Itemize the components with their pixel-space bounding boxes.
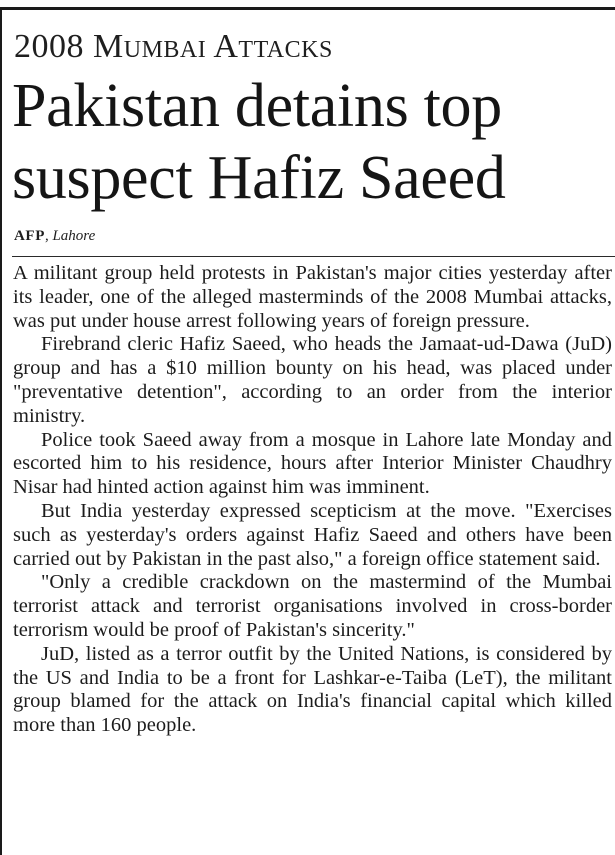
paragraph: "Only a credible crackdown on the mastermind of the Mumbai terrorist attack and terrorist organisations involved in cross-border terrorism would be proof of Pakistan's sincerity." (13, 571, 612, 641)
byline-separator: , (44, 228, 49, 244)
paragraph: Police took Saeed away from a mosque in Lahore late Monday and escorted him to his residence, hours after Interior Minister Chaudhry Nisar had hinted action against him was imminent. (13, 428, 612, 499)
byline-agency: AFP (14, 228, 45, 244)
left-border-rule (0, 7, 2, 855)
byline-place: Lahore (52, 228, 96, 244)
byline (14, 227, 95, 245)
paragraph: A militant group held protests in Pakistan's major cities yesterday after its leader, one of the alleged masterminds of the 2008 Mumbai attacks, was put under house arrest following years of foreign pressure. (13, 262, 612, 332)
byline-divider (12, 256, 615, 257)
paragraph: Firebrand cleric Hafiz Saeed, who heads the Jamaat-ud-Dawa (JuD) group and has a $10 million bounty on his head, was placed under "preventative detention", according to an order from the interior ministry. (13, 333, 612, 427)
headline: Pakistan detains top suspect Hafiz Saeed (12, 72, 506, 212)
section-kicker: 2008 Mumbai Attacks (14, 28, 333, 65)
paragraph: JuD, listed as a terror outfit by the United Nations, is considered by the US and India to be a front for Lashkar-e-Taiba (LeT), the militant group blamed for the attack on India's financial capital which killed more than 160 people. (13, 642, 612, 737)
paragraph: But India yesterday expressed scepticism at the move. "Exercises such as yesterday's orders against Hafiz Saeed and others have been carried out by Pakistan in the past also," a foreign office statement said. (13, 499, 612, 570)
article-body (13, 262, 612, 738)
top-border-rule (0, 7, 615, 10)
